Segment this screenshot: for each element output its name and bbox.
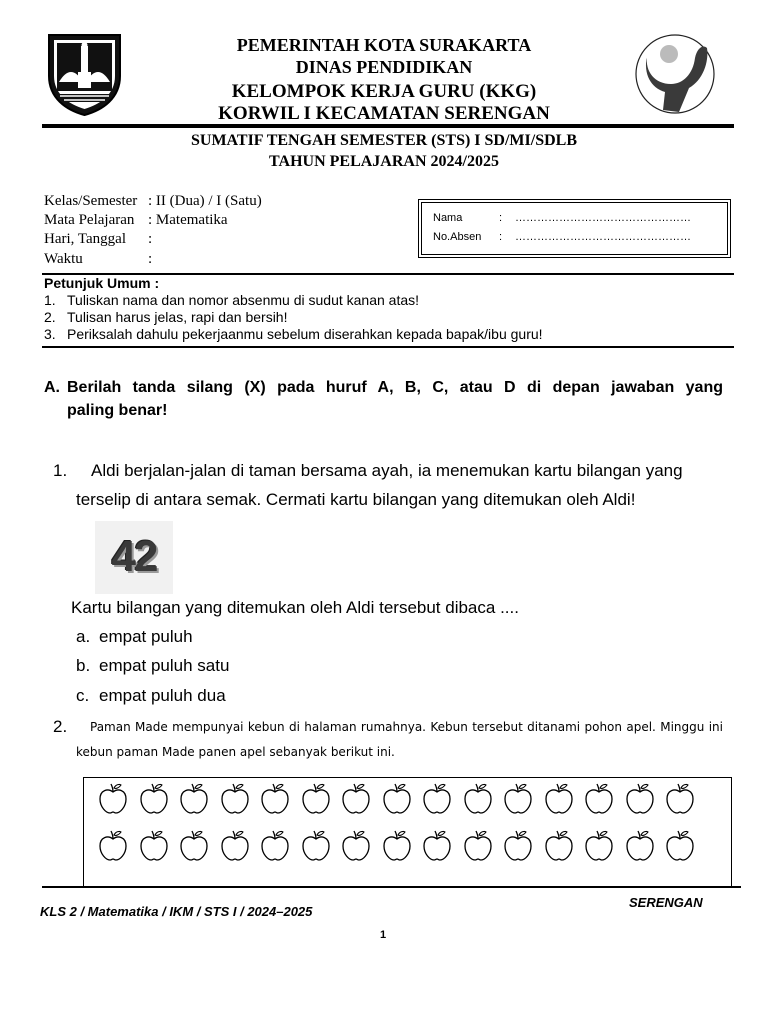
petunjuk-text: Periksalah dahulu pekerjaanmu sebelum diserahkan kepada bapak/ibu guru! <box>67 326 543 342</box>
exam-title: SUMATIF TENGAH SEMESTER (STS) I SD/MI/SDLB <box>190 132 577 149</box>
apple-icon <box>501 829 535 863</box>
meta-value: : II (Dua) / I (Satu) <box>148 193 262 209</box>
meta-kelas <box>44 192 262 211</box>
header-line-4: KORWIL I KECAMATAN SERENGAN <box>218 103 550 124</box>
apple-icon <box>380 829 414 863</box>
option-text: empat puluh <box>99 627 193 646</box>
header-line-1: PEMERINTAH KOTA SURAKARTA <box>236 35 532 55</box>
meta-mapel <box>44 211 228 230</box>
apple-icon <box>258 829 292 863</box>
q2-number: 2. <box>53 717 68 736</box>
option-letter: c. <box>76 686 90 705</box>
meta-label: Kelas/Semester <box>44 193 138 209</box>
apple-icon <box>258 782 292 816</box>
apple-icon <box>420 829 454 863</box>
q1-option-a[interactable] <box>76 627 193 647</box>
number-card-value: 42 <box>111 532 157 581</box>
apple-icon <box>542 829 576 863</box>
petunjuk-text: Tulisan harus jelas, rapi dan bersih! <box>67 309 288 325</box>
apple-icon <box>218 829 252 863</box>
petunjuk-item <box>44 292 419 309</box>
header-line-2: DINAS PENDIDIKAN <box>295 57 473 77</box>
petunjuk-item <box>44 309 288 326</box>
meta-waktu <box>44 250 152 269</box>
meta-value: : <box>148 251 153 267</box>
q1-number: 1. <box>53 461 68 480</box>
apple-icon <box>137 782 171 816</box>
apple-icon <box>623 782 657 816</box>
apple-icon <box>461 782 495 816</box>
header-line-3: KELOMPOK KERJA GURU (KKG) <box>231 81 537 102</box>
kkg-logo <box>633 34 717 114</box>
meta-hari <box>44 230 152 249</box>
section-a-instruction-line1: Berilah tanda silang (X) pada huruf A, B, C, atau D di depan jawaban yang <box>67 379 723 396</box>
q1-option-b[interactable] <box>76 656 229 676</box>
apple-icon <box>461 829 495 863</box>
apple-icon <box>96 782 130 816</box>
exam-year: TAHUN PELAJARAN 2024/2025 <box>269 153 499 170</box>
meta-label: Hari, Tanggal <box>44 231 126 247</box>
apple-icon <box>420 782 454 816</box>
apple-row <box>96 782 697 816</box>
q2-text-line2: kebun paman Made panen apel sebanyak berikut ini. <box>76 745 395 759</box>
petunjuk-number: 1. <box>44 292 56 308</box>
q1-text-line1: Aldi berjalan-jalan di taman bersama ayah, ia menemukan kartu bilangan yang <box>91 461 683 480</box>
apple-icon <box>501 782 535 816</box>
identity-box-inner <box>421 202 728 255</box>
footer-course-info: KLS 2 / Matematika / IKM / STS I / 2024–2025 <box>40 904 313 919</box>
option-text: empat puluh dua <box>99 686 226 705</box>
petunjuk-title: Petunjuk Umum : <box>44 275 160 291</box>
q1-prompt: Kartu bilangan yang ditemukan oleh Aldi tersebut dibaca .... <box>71 598 519 617</box>
footer-rule <box>42 886 741 888</box>
apple-icon <box>299 782 333 816</box>
footer-school-area: SERENGAN <box>629 895 703 910</box>
header-rule <box>42 124 734 128</box>
page-number: 1 <box>380 929 387 941</box>
apple-icon <box>582 782 616 816</box>
city-seal-logo <box>45 32 124 117</box>
apple-icon <box>582 829 616 863</box>
number-card-image <box>95 521 173 594</box>
option-letter: a. <box>76 627 91 646</box>
petunjuk-number: 2. <box>44 309 56 325</box>
identity-name-dots: ………………………………………… <box>515 212 691 224</box>
q1-text-line2: terselip di antara semak. Cermati kartu bilangan yang ditemukan oleh Aldi! <box>76 490 636 509</box>
apple-row <box>96 829 697 863</box>
apple-icon <box>299 829 333 863</box>
meta-label: Waktu <box>44 251 83 267</box>
q2-text-line1: Paman Made mempunyai kebun di halaman rumahnya. Kebun tersebut ditanami pohon apel. Minggu ini <box>90 720 723 734</box>
apple-icon <box>542 782 576 816</box>
apple-icon <box>380 782 414 816</box>
petunjuk-item <box>44 326 543 343</box>
meta-value: : <box>148 231 153 247</box>
meta-label: Mata Pelajaran <box>44 212 135 228</box>
apple-icon <box>339 782 373 816</box>
identity-absen-label: No.Absen <box>433 231 482 243</box>
apple-icon <box>339 829 373 863</box>
section-a-letter: A. <box>44 379 60 396</box>
apple-icon <box>177 829 211 863</box>
identity-absen-row[interactable] <box>433 231 691 243</box>
meta-value: : Matematika <box>148 212 228 228</box>
identity-name-label: Nama <box>433 212 463 224</box>
option-letter: b. <box>76 656 91 675</box>
petunjuk-text: Tuliskan nama dan nomor absenmu di sudut kanan atas! <box>67 292 420 308</box>
identity-box <box>418 199 731 258</box>
identity-name-row[interactable] <box>433 212 691 224</box>
option-text: empat puluh satu <box>99 656 230 675</box>
petunjuk-number: 3. <box>44 326 56 342</box>
apple-icon <box>623 829 657 863</box>
identity-colon: : <box>499 231 503 243</box>
q1-option-c[interactable] <box>76 686 226 706</box>
apple-icon <box>137 829 171 863</box>
petunjuk-bottom-rule <box>42 346 734 348</box>
apple-icon <box>96 829 130 863</box>
apple-icon <box>177 782 211 816</box>
apple-picture-box <box>83 777 732 888</box>
identity-absen-dots: ………………………………………… <box>515 231 691 243</box>
apple-icon <box>218 782 252 816</box>
apple-icon <box>663 829 697 863</box>
identity-colon: : <box>499 212 503 224</box>
section-a-instruction-line2: paling benar! <box>67 402 168 419</box>
apple-icon <box>663 782 697 816</box>
